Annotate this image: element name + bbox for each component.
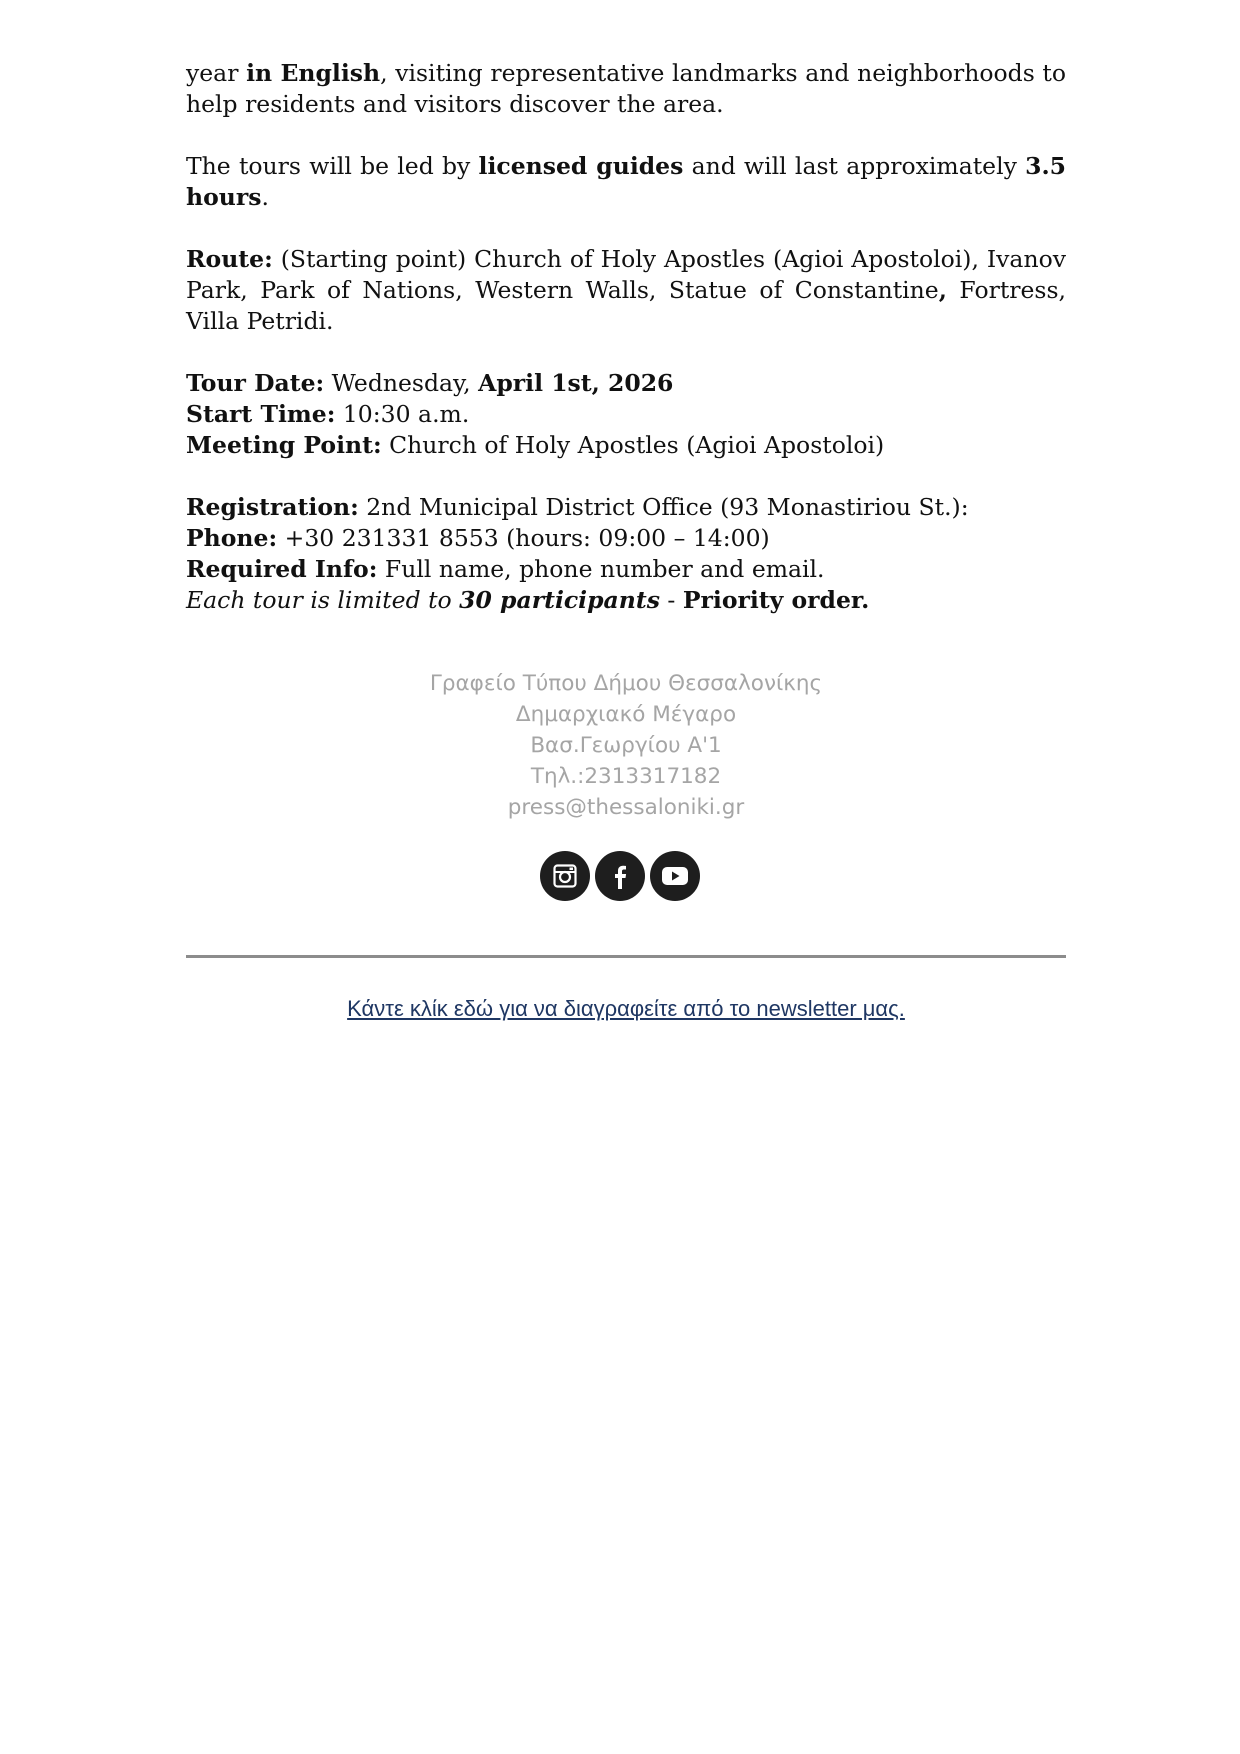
social-links	[0, 851, 1240, 901]
text: The tours will be led by	[186, 152, 479, 180]
text: Each tour is limited to	[186, 586, 460, 614]
start-time-value: 10:30 a.m.	[335, 400, 470, 428]
start-time-label: Start Time:	[186, 400, 336, 428]
instagram-icon[interactable]	[540, 851, 590, 901]
tour-date-value: April 1st, 2026	[478, 369, 674, 397]
required-info-label: Required Info:	[186, 555, 378, 583]
required-info-value: Full name, phone number and email.	[377, 555, 825, 583]
footer-phone: Τηλ.:2313317182	[530, 764, 722, 789]
facebook-icon[interactable]	[595, 851, 645, 901]
meeting-point-label: Meeting Point:	[186, 431, 382, 459]
footer-email: press@thessaloniki.gr	[507, 795, 745, 820]
phone-label: Phone:	[186, 524, 278, 552]
text: year	[186, 59, 247, 87]
meeting-point-value: Church of Holy Apostles (Agioi Apostoloi)	[381, 431, 885, 459]
text: ,	[938, 276, 947, 304]
press-office-footer	[186, 668, 1066, 823]
text: -	[659, 586, 683, 614]
route-text: (Starting point) Church of Holy Apostles (Agioi Apostoloi), Ivanov Park, Park of Nations, Western Walls, Statue of Constantine	[186, 245, 1066, 304]
priority-note: Priority order.	[682, 586, 870, 614]
registration-value: 2nd Municipal District Office (93 Monastiriou St.):	[358, 493, 969, 521]
phone-value: +30 231331 8553 (hours: 09:00 – 14:00)	[277, 524, 770, 552]
guides-paragraph	[186, 151, 1066, 213]
emphasis: 3.5 hours	[186, 152, 1066, 211]
text: and will last approximately	[683, 152, 1026, 180]
start-time-line	[186, 399, 1066, 430]
text: , visiting representative landmarks and neighborhoods to help residents and visitors discover the area.	[186, 59, 1067, 118]
route-label: Route:	[186, 245, 273, 273]
tour-date-label: Tour Date:	[186, 369, 325, 397]
meeting-point-line	[186, 430, 1066, 461]
footer-building: Δημαρχιακό Μέγαρο	[515, 702, 737, 727]
press-release-body	[186, 58, 1066, 616]
text: .	[261, 183, 269, 211]
route-text: Fortress, Villa Petridi.	[186, 276, 1067, 335]
emphasis: licensed guides	[478, 152, 684, 180]
required-info-line	[186, 554, 1066, 585]
footer-divider	[186, 955, 1066, 958]
footer-address: Βασ.Γεωργίου Α'1	[530, 733, 722, 758]
phone-line	[186, 523, 1066, 554]
registration-label: Registration:	[186, 493, 359, 521]
registration-line	[186, 492, 1066, 523]
route-paragraph	[186, 244, 1066, 337]
youtube-icon[interactable]	[650, 851, 700, 901]
limit-line	[186, 585, 1066, 616]
participants-count: 30 participants	[459, 586, 660, 614]
unsubscribe-link[interactable]: Κάντε κλίκ εδώ για να διαγραφείτε από το newsletter μας.	[347, 996, 905, 1021]
footer-office-name: Γραφείο Τύπου Δήμου Θεσσαλονίκης	[429, 671, 823, 696]
tour-date-line	[186, 368, 1066, 399]
text: Wednesday,	[324, 369, 479, 397]
intro-paragraph	[186, 58, 1066, 120]
emphasis: in English	[246, 59, 381, 87]
